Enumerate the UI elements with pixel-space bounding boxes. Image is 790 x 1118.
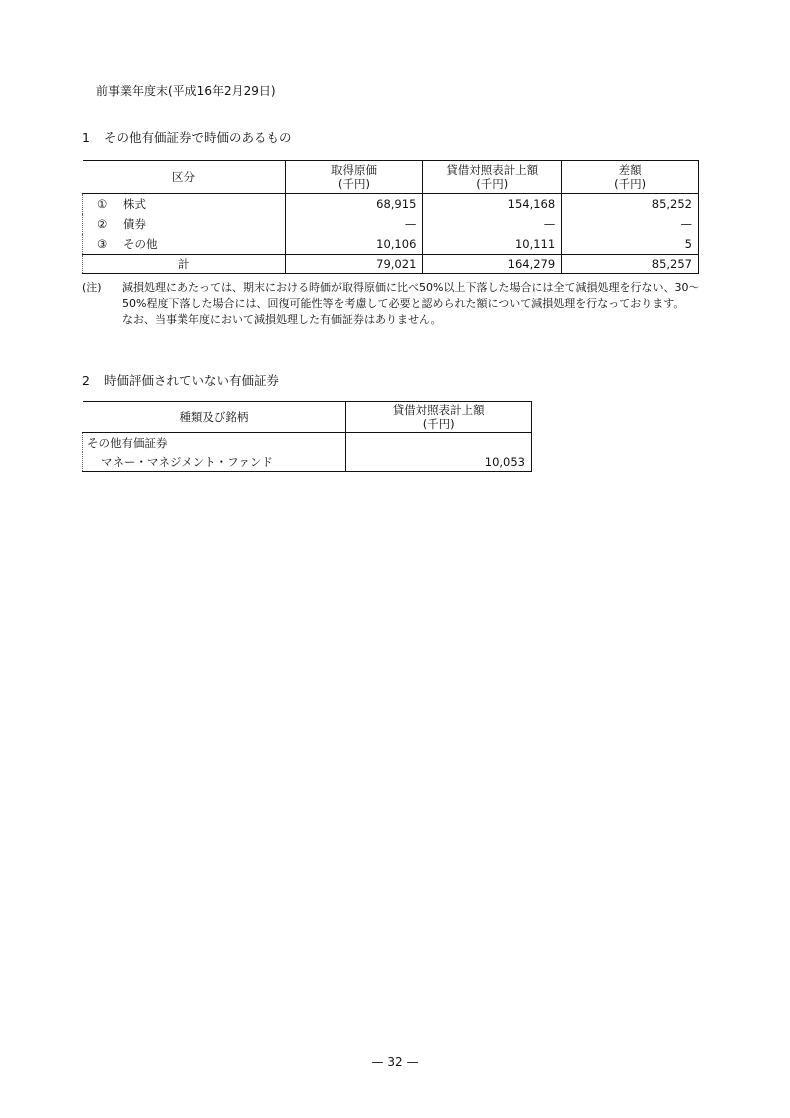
header-book-value: 貸借対照表計上額 (千円): [423, 161, 562, 194]
period-heading: 前事業年度末(平成16年2月29日): [96, 84, 276, 98]
total-label: 計: [83, 255, 286, 274]
table-row: [83, 194, 699, 215]
header-difference: 差額 (千円): [562, 161, 699, 194]
cell-book: 10,111: [423, 234, 562, 255]
total-cost: 79,021: [285, 255, 423, 274]
impairment-note: [82, 280, 702, 328]
cell-diff: —: [562, 214, 699, 234]
table-row: [83, 433, 532, 453]
table-row: [83, 452, 532, 472]
group-label: その他有価証券: [83, 433, 346, 453]
securities-with-market-value-table: [82, 160, 699, 274]
row-label: ① 株式: [83, 194, 286, 215]
header-book-value: 貸借対照表計上額 (千円): [346, 402, 532, 433]
note-tag: (注): [82, 281, 102, 294]
cell-book: —: [423, 214, 562, 234]
header-type: 種類及び銘柄: [83, 402, 346, 433]
securities-without-market-value-table: [82, 401, 532, 472]
group-value: [346, 433, 532, 453]
table-row: [83, 234, 699, 255]
cell-cost: —: [285, 214, 423, 234]
cell-cost: 68,915: [285, 194, 423, 215]
page-number: — 32 —: [371, 1055, 419, 1069]
header-category: 区分: [83, 161, 286, 194]
section2-title: 時価評価されていない有価証券: [104, 373, 280, 388]
cell-diff: 5: [562, 234, 699, 255]
item-label: マネー・マネジメント・ファンド: [83, 452, 346, 472]
header-acquisition-cost: 取得原価 (千円): [285, 161, 423, 194]
section2-number: 2: [82, 373, 90, 388]
section2-heading: [82, 371, 279, 389]
row-label: ③ その他: [83, 234, 286, 255]
section1-title: その他有価証券で時価のあるもの: [104, 130, 292, 145]
cell-book: 154,168: [423, 194, 562, 215]
table-total-row: [83, 255, 699, 274]
item-value: 10,053: [346, 452, 532, 472]
cell-diff: 85,252: [562, 194, 699, 215]
table-row: [83, 214, 699, 234]
total-book: 164,279: [423, 255, 562, 274]
note-body: 減損処理にあたっては、期末における時価が取得原価に比べ50%以上下落した場合には全て減損処理を行ない、30～50%程度下落した場合には、回復可能性等を考慮して必要と認められた額について減損処理を行なっております。: [122, 281, 700, 310]
table-header-row: [83, 161, 699, 194]
cell-cost: 10,106: [285, 234, 423, 255]
row-label: ② 債券: [83, 214, 286, 234]
table-header-row: [83, 402, 532, 433]
section1-heading: [82, 128, 292, 146]
note-body-2: なお、当事業年度において減損処理した有価証券はありません。: [122, 313, 442, 326]
section1-number: 1: [82, 130, 90, 145]
total-diff: 85,257: [562, 255, 699, 274]
